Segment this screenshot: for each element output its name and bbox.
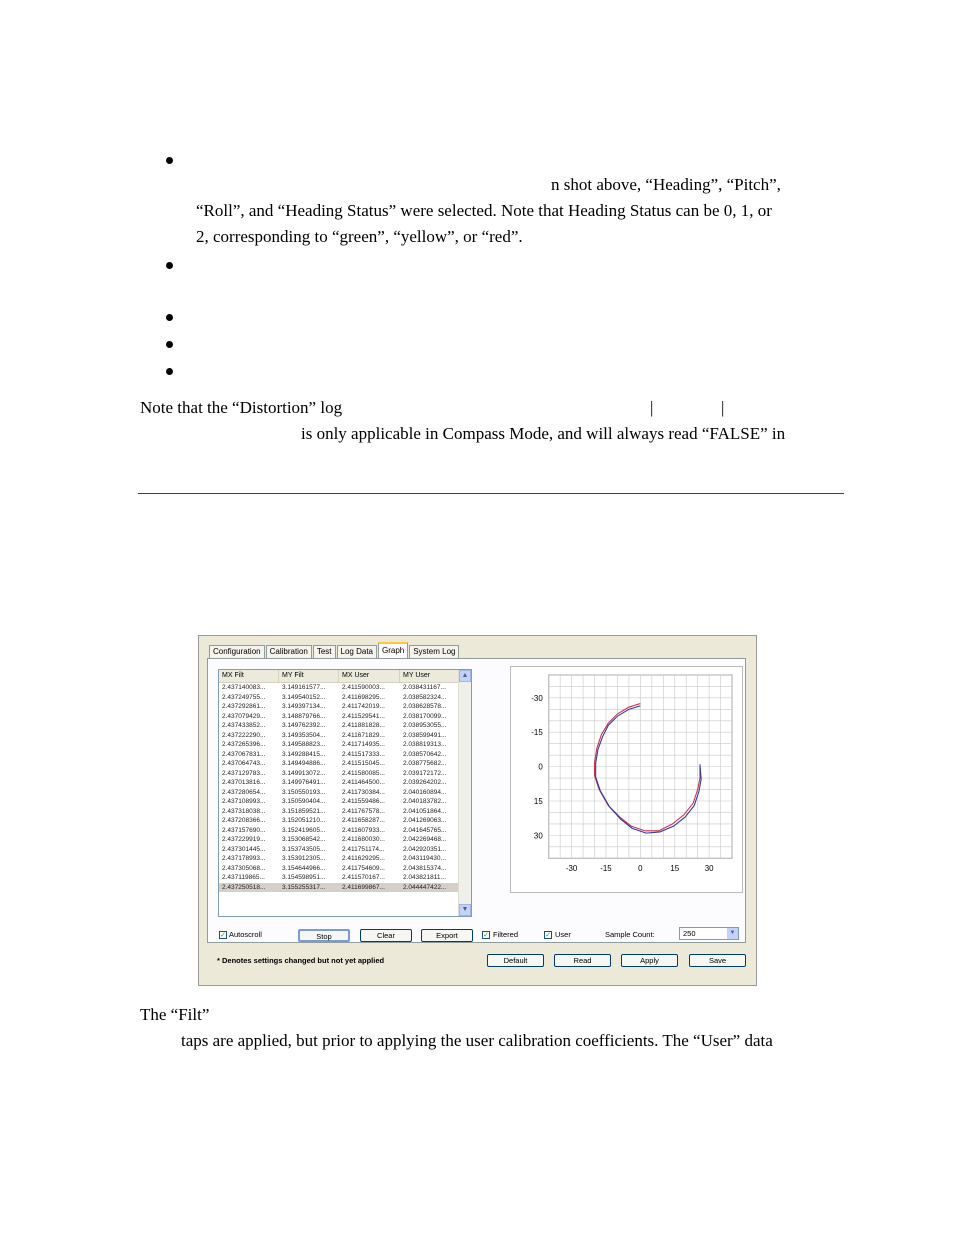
table-cell: 3.155255317... [282, 883, 326, 891]
tab-log-data[interactable]: Log Data [337, 645, 377, 658]
save-button[interactable]: Save [689, 954, 746, 967]
table-cell: 2.043119430... [403, 855, 446, 862]
table-row[interactable] [219, 740, 459, 750]
table-row[interactable] [219, 702, 459, 712]
table-row[interactable] [219, 826, 459, 836]
table-cell: 3.154598951... [282, 874, 326, 881]
table-header [219, 670, 459, 683]
autoscroll-label: Autoscroll [229, 930, 262, 939]
table-row[interactable] [219, 731, 459, 741]
table-row[interactable] [219, 883, 459, 893]
table-cell: 3.153068542... [282, 836, 326, 843]
x-tick-label: 15 [670, 864, 680, 874]
table-cell: 2.411629295... [342, 855, 385, 862]
col-my-user[interactable]: MY User [400, 670, 459, 682]
table-cell: 2.437064743... [222, 760, 266, 767]
note-text-a: Note that the “Distortion” log [140, 398, 343, 417]
table-cell: 2.411658287... [342, 817, 385, 824]
xy-plot [510, 666, 743, 893]
table-row[interactable] [219, 873, 459, 883]
table-cell: 2.411754609... [342, 864, 385, 872]
table-row[interactable] [219, 683, 459, 693]
section-divider [138, 493, 844, 494]
table-cell: 2.044447422... [403, 883, 447, 891]
table-cell: 2.041645765... [403, 826, 447, 834]
table-row[interactable] [219, 864, 459, 874]
export-button[interactable]: Export [421, 929, 473, 942]
table-cell: 2.437119865... [222, 874, 265, 881]
col-my-filt[interactable]: MY Filt [279, 670, 339, 682]
table-cell: 2.437129783... [222, 769, 266, 777]
y-tick-label: 0 [538, 762, 543, 772]
table-row[interactable] [219, 845, 459, 855]
table-cell: 2.437079429... [222, 712, 266, 720]
y-tick-label: 15 [533, 796, 543, 806]
tab-configuration[interactable]: Configuration [209, 645, 265, 658]
table-cell: 2.437280654... [222, 788, 266, 796]
table-cell: 2.437301445... [222, 845, 266, 853]
tab-system-log[interactable]: System Log [409, 645, 459, 658]
table-cell: 2.437222290... [222, 731, 266, 739]
table-row[interactable] [219, 835, 459, 845]
table-cell: 2.411742019... [342, 703, 385, 710]
chevron-down-icon[interactable]: ▼ [727, 928, 738, 939]
table-cell: 2.411767578... [342, 807, 385, 815]
table-cell: 3.152051210... [282, 817, 326, 824]
read-button[interactable]: Read [554, 954, 611, 967]
table-cell: 3.149161577... [282, 684, 326, 691]
table-cell: 2.411714935... [342, 741, 385, 748]
col-mx-filt[interactable]: MX Filt [219, 670, 279, 682]
filtered-label: Filtered [493, 930, 519, 939]
table-cell: 2.437140083... [222, 684, 266, 691]
user-label: User [555, 930, 571, 939]
table-row[interactable] [219, 788, 459, 798]
table-cell: 3.149540152... [282, 693, 326, 701]
graph-panel [207, 658, 746, 943]
col-mx-user[interactable]: MX User [339, 670, 400, 682]
body-line-1: n shot above, “Heading”, “Pitch”, [551, 175, 781, 194]
tab-test[interactable]: Test [313, 645, 336, 658]
table-row[interactable] [219, 769, 459, 779]
table-cell: 3.151859521... [282, 807, 326, 815]
table-cell: 2.411881828... [342, 722, 385, 729]
table-cell: 3.149397134... [282, 703, 326, 710]
table-cell: 2.437208366... [222, 817, 266, 824]
note-bar-2: | [721, 398, 725, 417]
table-cell: 2.038775682... [403, 760, 447, 767]
sample-count-select[interactable] [679, 927, 739, 940]
table-cell: 2.040160894... [403, 788, 447, 796]
app-window [198, 635, 757, 986]
table-row[interactable] [219, 693, 459, 703]
user-checkbox[interactable]: ✓ [545, 932, 551, 939]
bullet-1 [166, 157, 173, 164]
tab-calibration[interactable]: Calibration [266, 645, 312, 658]
table-row[interactable] [219, 759, 459, 769]
table-cell: 2.042269468... [403, 836, 447, 843]
table-row[interactable] [219, 854, 459, 864]
table-cell: 2.437292861... [222, 703, 266, 710]
table-row[interactable] [219, 816, 459, 826]
table-row[interactable] [219, 712, 459, 722]
table-cell: 2.038570642... [403, 750, 447, 758]
filt-text-a: The “Filt” [140, 1005, 210, 1024]
table-cell: 3.149353504... [282, 731, 326, 739]
table-cell: 2.038582324... [403, 693, 447, 701]
table-cell: 3.154644966... [282, 864, 326, 872]
table-cell: 2.038170099... [403, 712, 447, 720]
table-cell: 3.150590404... [282, 798, 326, 805]
table-rows [219, 683, 459, 892]
data-table[interactable] [218, 669, 472, 917]
note-text-b: is only applicable in Compass Mode, and will always read “FALSE” in [301, 424, 786, 443]
table-row[interactable] [219, 797, 459, 807]
table-cell: 2.411590003... [342, 684, 385, 691]
settings-note: * Denotes settings changed but not yet applied [217, 956, 385, 965]
body-line-2: “Roll”, and “Heading Status” were selected. Note that Heading Status can be 0, 1, or [196, 201, 772, 220]
y-tick-label: -15 [531, 728, 543, 738]
table-cell: 2.043815374... [403, 864, 447, 872]
table-cell: 2.411517333... [342, 750, 385, 758]
table-row[interactable] [219, 807, 459, 817]
note-bar-1: | [650, 398, 654, 417]
table-cell: 2.411580085... [342, 769, 385, 777]
table-cell: 3.150550193... [282, 788, 326, 796]
table-cell: 2.411698295... [342, 693, 385, 701]
table-cell: 2.437178993... [222, 855, 266, 862]
table-cell: 2.040183782... [403, 798, 447, 805]
table-cell: 3.149588823... [282, 741, 326, 748]
table-cell: 2.437108993... [222, 798, 266, 805]
table-cell: 2.437250518... [222, 883, 266, 891]
table-cell: 2.042920351... [403, 845, 447, 853]
table-cell: 3.149913072... [282, 769, 326, 777]
filtered-checkbox[interactable]: ✓ [483, 932, 489, 939]
table-cell: 2.437265396... [222, 741, 266, 748]
table-cell: 2.437229919... [222, 836, 266, 843]
table-cell: 3.149762392... [282, 722, 326, 729]
table-cell: 2.411570167... [342, 874, 385, 881]
table-cell: 2.411751174... [342, 845, 385, 853]
table-cell: 2.411559486... [342, 798, 385, 805]
x-tick-label: -30 [565, 864, 578, 874]
default-button[interactable]: Default [487, 954, 544, 967]
table-cell: 2.411730384... [342, 788, 385, 796]
table-cell: 2.411671829... [342, 731, 385, 739]
table-cell: 2.437067831... [222, 750, 266, 758]
bullet-4 [166, 341, 173, 348]
table-cell: 3.153743505... [282, 845, 326, 853]
table-cell: 3.149288415... [282, 750, 326, 758]
sample-count-label: Sample Count: [605, 930, 655, 939]
table-cell: 3.153912305... [282, 855, 326, 862]
table-cell: 2.437013816... [222, 779, 266, 786]
bullet-2 [166, 262, 173, 269]
x-tick-label: 30 [704, 864, 714, 874]
table-cell: 2.437157690... [222, 826, 266, 834]
table-cell: 2.038819313... [403, 741, 447, 748]
table-cell: 3.149976491... [282, 779, 326, 786]
sample-count-value: 250 [683, 929, 696, 938]
bullet-5 [166, 368, 173, 375]
table-cell: 3.148879766... [282, 712, 326, 720]
table-cell: 2.039172172... [403, 769, 447, 777]
clear-button[interactable]: Clear [360, 929, 412, 942]
table-row[interactable] [219, 778, 459, 788]
bullet-3 [166, 314, 173, 321]
table-cell: 2.041269063... [403, 817, 447, 824]
table-cell: 2.038431167... [403, 684, 446, 691]
table-cell: 2.437318038... [222, 807, 266, 815]
x-tick-label: -15 [600, 864, 612, 874]
table-cell: 2.038599491... [403, 731, 447, 739]
table-cell: 2.411464500... [342, 779, 385, 786]
table-cell: 2.411515045... [342, 760, 385, 767]
table-row[interactable] [219, 750, 459, 760]
apply-button[interactable]: Apply [621, 954, 678, 967]
table-cell: 3.152419605... [282, 826, 326, 834]
tab-graph[interactable]: Graph [378, 642, 408, 658]
table-cell: 2.411607933... [342, 826, 385, 834]
table-cell: 2.043821811... [403, 874, 446, 881]
table-scrollbar[interactable] [458, 670, 471, 916]
y-tick-label: -30 [531, 693, 543, 703]
table-cell: 2.411680030... [342, 836, 385, 843]
table-cell: 2.437433852... [222, 722, 266, 729]
table-cell: 2.038628578... [403, 703, 447, 710]
table-cell: 2.437249755... [222, 693, 266, 701]
scroll-down-icon[interactable]: ▼ [459, 904, 471, 916]
filt-text-b: taps are applied, but prior to applying the user calibration coefficients. The “User” data [181, 1031, 773, 1050]
table-cell: 2.411699867... [342, 883, 385, 891]
table-cell: 3.149494886... [282, 760, 326, 767]
table-row[interactable] [219, 721, 459, 731]
body-line-3: 2, corresponding to “green”, “yellow”, or “red”. [196, 227, 523, 246]
stop-button[interactable]: Stop [298, 929, 350, 942]
table-cell: 2.411529541... [342, 712, 385, 720]
x-tick-label: 0 [638, 864, 643, 874]
table-cell: 2.437305068... [222, 864, 266, 872]
table-cell: 2.038953055... [403, 722, 447, 729]
table-cell: 2.039264202... [403, 779, 447, 786]
scroll-up-icon[interactable]: ▲ [459, 670, 471, 682]
tab-bar [209, 644, 460, 658]
autoscroll-checkbox[interactable]: ✓ [220, 932, 226, 939]
table-cell: 2.041051864... [403, 807, 447, 815]
y-tick-label: 30 [533, 831, 543, 841]
